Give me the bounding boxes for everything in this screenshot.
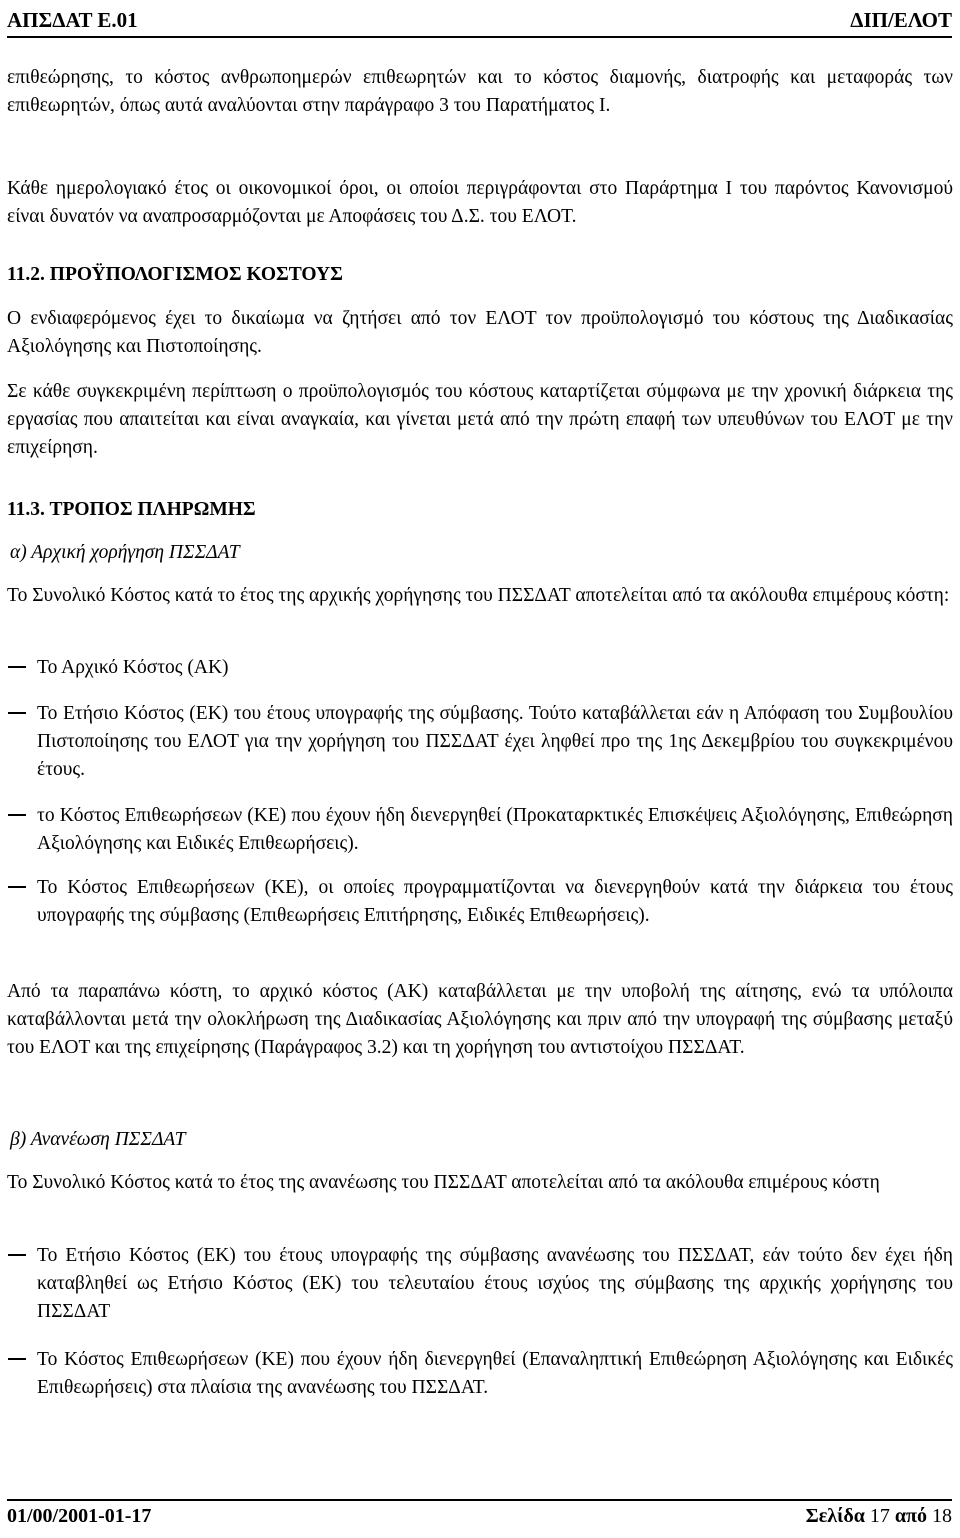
list-bullet-dash [8, 1358, 26, 1360]
list-bullet-dash [8, 712, 26, 714]
list-item-renewal-annual-cost: Το Ετήσιο Κόστος (ΕΚ) του έτους υπογραφής της σύμβασης ανανέωσης του ΠΣΣΔΑΤ, εάν τούτο δεν έχει ήδη καταβληθεί ως Ετήσιο Κόστος (ΕΚ) του τελευταίου έτους ισχύος της σύμβασης της αρχικής χορήγησης του ΠΣΣΔΑΤ [37, 1245, 953, 1322]
paragraph-continued: επιθεώρησης, το κόστος ανθρωποημερών επιθεωρητών και το κόστος διαμονής, διατροφής και μεταφοράς των επιθεωρητών, όπως αυτά αναλύονται στην παράγραφο 3 του Παρατήματος Ι. [7, 67, 953, 116]
page-label: Σελίδα [805, 1505, 865, 1527]
list-item-planned-inspections: Το Κόστος Επιθεωρήσεων (ΚΕ), οι οποίες προγραμματίζονται να διενεργηθούν κατά την διάρκεια του έτους υπογραφής της σύμβασης (Επιθεωρήσεις Επιτήρησης, Ειδικές Επιθεωρήσεις). [37, 877, 953, 926]
list-item-initial-cost: Το Αρχικό Κόστος (ΑΚ) [37, 657, 229, 678]
page-number: 17 [869, 1505, 890, 1527]
list-bullet-dash [8, 814, 26, 816]
header-document-code: ΑΠΣΔΑΤ Ε.01 [7, 8, 138, 32]
paragraph-budget-right: Ο ενδιαφερόμενος έχει το δικαίωμα να ζητήσει από τον ΕΛΟΤ τον προϋπολογισμό του κόστους της Διαδικασίας Αξιολόγησης και Πιστοποίησης. [7, 308, 953, 357]
section-heading-payment: 11.3. ΤΡΟΠΟΣ ΠΛΗΡΩΜΗΣ [7, 499, 256, 520]
footer-page-indicator [806, 1505, 952, 1528]
page-of-label: από [894, 1505, 927, 1527]
page-header [7, 4, 952, 38]
footer-document-date: 01/00/2001-01-17 [7, 1505, 152, 1527]
list-bullet-dash [8, 666, 26, 668]
total-pages: 18 [932, 1505, 952, 1527]
header-department: ΔΙΠ/ΕΛΟΤ [850, 8, 952, 32]
paragraph-annual-adjustment: Κάθε ημερολογιακό έτος οι οικονομικοί όροι, οι οποίοι περιγράφονται στο Παράρτημα Ι του παρόντος Κανονισμού είναι δυνατόν να αναπροσαρμόζονται με Αποφάσεις του Δ.Σ. του ΕΛΟΤ. [7, 178, 953, 227]
list-bullet-dash [8, 1254, 26, 1256]
paragraph-renewal-total-cost: Το Συνολικό Κόστος κατά το έτος της ανανέωσης του ΠΣΣΔΑΤ αποτελείται από τα ακόλουθα επιμέρους κόστη [7, 1172, 880, 1193]
paragraph-payment-timing: Από τα παραπάνω κόστη, το αρχικό κόστος (ΑΚ) καταβάλλεται με την υποβολή της αίτησης, ενώ τα υπόλοιπα καταβάλλονται μετά την ολοκλήρωση της Διαδικασίας Αξιολόγησης και πριν από την υπογραφή της σύμβασης μεταξύ του ΕΛΟΤ και της επιχείρησης (Παράγραφος 3.2) και τη χορήγηση του αντιστοίχου ΠΣΣΔΑΤ. [7, 981, 953, 1058]
paragraph-initial-total-cost: Το Συνολικό Κόστος κατά το έτος της αρχικής χορήγησης του ΠΣΣΔΑΤ αποτελείται από τα ακόλουθα επιμέρους κόστη: [7, 585, 950, 606]
page-footer [7, 1499, 952, 1535]
list-item-completed-inspections: το Κόστος Επιθεωρήσεων (ΚΕ) που έχουν ήδη διενεργηθεί (Προκαταρκτικές Επισκέψεις Αξιολόγησης, Επιθεώρηση Αξιολόγησης και Ειδικές Επιθεωρήσεις). [37, 805, 953, 854]
list-item-renewal-inspections: Το Κόστος Επιθεωρήσεων (ΚΕ) που έχουν ήδη διενεργηθεί (Επαναληπτική Επιθεώρηση Αξιολόγησης και Ειδικές Επιθεωρήσεις) στα πλαίσια της ανανέωσης του ΠΣΣΔΑΤ. [37, 1349, 953, 1398]
subheading-renewal: β) Ανανέωση ΠΣΣΔΑΤ [10, 1129, 186, 1150]
list-bullet-dash [8, 886, 26, 888]
section-heading-budget: 11.2. ΠΡΟΫΠΟΛΟΓΙΣΜΟΣ ΚΟΣΤΟΥΣ [7, 264, 343, 285]
list-item-annual-cost: Το Ετήσιο Κόστος (ΕΚ) του έτους υπογραφής της σύμβασης. Τούτο καταβάλλεται εάν η Απόφαση του Συμβουλίου Πιστοποίησης του ΕΛΟΤ για την χορήγηση του ΠΣΣΔΑΤ έχει ληφθεί προ της 1ης Δεκεμβρίου του συγκεκριμένου έτους. [37, 703, 953, 780]
subheading-initial-grant: α) Αρχική χορήγηση ΠΣΣΔΑΤ [10, 542, 240, 563]
paragraph-budget-details: Σε κάθε συγκεκριμένη περίπτωση ο προϋπολογισμός του κόστους καταρτίζεται σύμφωνα με την χρονική διάρκεια της εργασίας που απαιτείται και είναι αναγκαία, και γίνεται μετά από την πρώτη επαφή των υπευθύνων του ΕΛΟΤ με την επιχείρηση. [7, 381, 953, 458]
